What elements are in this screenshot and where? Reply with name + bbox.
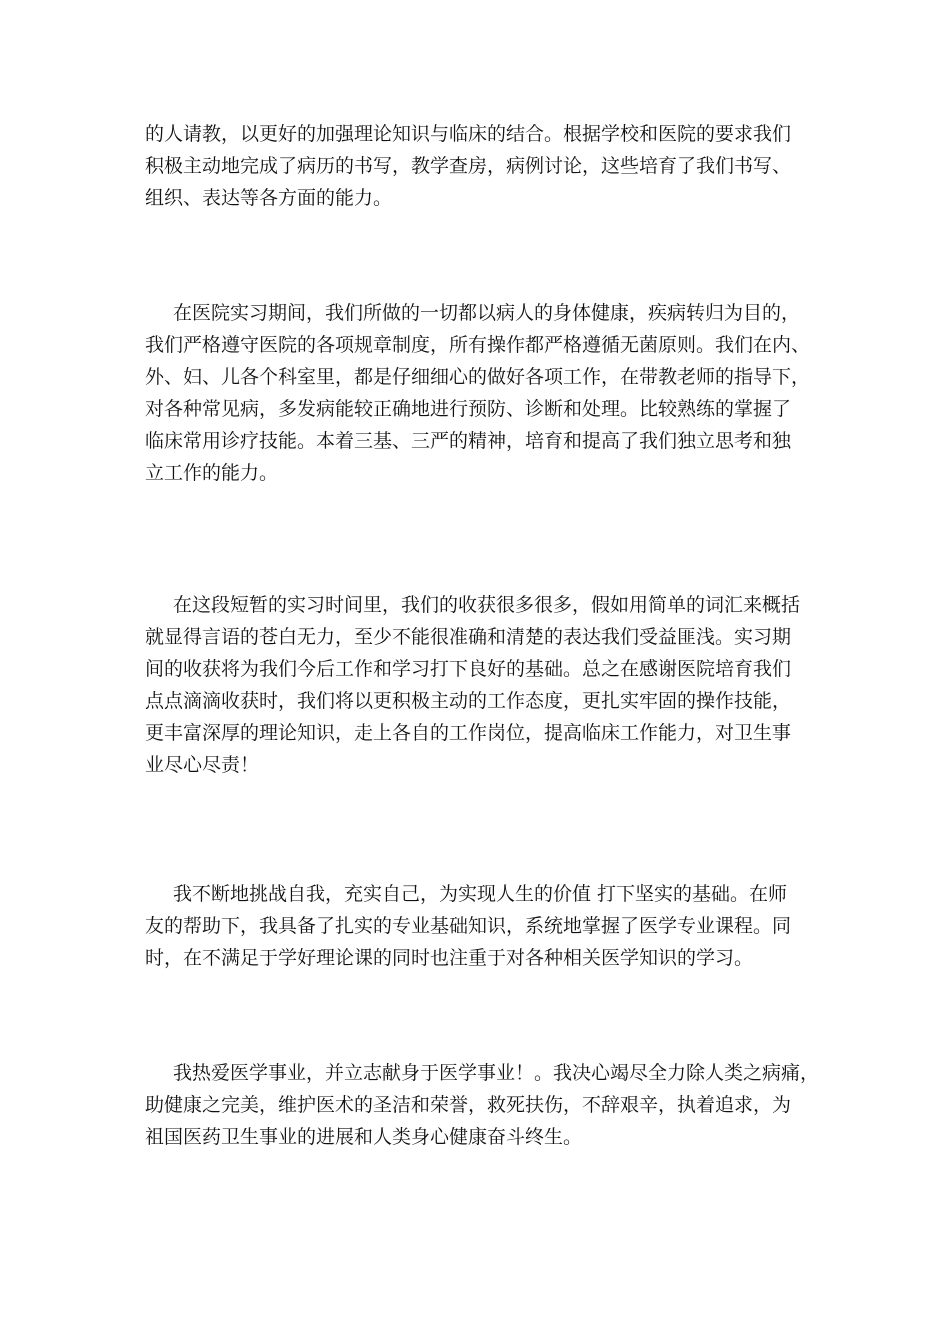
- paragraph-line: 外、妇、儿各个科室里，都是仔细细心的做好各项工作，在带教老师的指导下，: [145, 366, 811, 388]
- paragraph-line: 更丰富深厚的理论知识，走上各自的工作岗位，提高临床工作能力，对卫生事: [145, 722, 792, 744]
- paragraph-line: 我不断地挑战自我，充实自己，为实现人生的价值 打下坚实的基础。在师: [173, 883, 788, 905]
- paragraph-3: [145, 589, 815, 781]
- paragraph-line: 点点滴滴收获时，我们将以更积极主动的工作态度，更扎实牢固的操作技能，: [145, 690, 792, 712]
- paragraph-1: [145, 118, 815, 214]
- paragraph-line: 业尽心尽责！: [145, 754, 260, 776]
- paragraph-line: 组织、表达等各方面的能力。: [145, 187, 393, 209]
- paragraph-2: [145, 297, 815, 489]
- paragraph-line: 间的收获将为我们今后工作和学习打下良好的基础。总之在感谢医院培育我们: [145, 658, 792, 680]
- paragraph-line: 立工作的能力。: [145, 462, 279, 484]
- paragraph-line: 我热爱医学事业，并立志献身于医学事业！。我决心竭尽全力除人类之病痛，: [173, 1062, 820, 1084]
- paragraph-line: 对各种常见病，多发病能较正确地进行预防、诊断和处理。比较熟练的掌握了: [145, 398, 792, 420]
- paragraph-line: 临床常用诊疗技能。本着三基、三严的精神，培育和提高了我们独立思考和独: [145, 430, 792, 452]
- paragraph-line: 我们严格遵守医院的各项规章制度，所有操作都严格遵循无菌原则。我们在内、: [145, 334, 811, 356]
- paragraph-line: 在这段短暂的实习时间里，我们的收获很多很多，假如用简单的词汇来概括: [173, 594, 801, 616]
- paragraph-4: [145, 878, 815, 974]
- paragraph-line: 友的帮助下，我具备了扎实的专业基础知识，系统地掌握了医学专业课程。同: [145, 915, 792, 937]
- paragraph-line: 积极主动地完成了病历的书写，教学查房，病例讨论，这些培育了我们书写、: [145, 155, 792, 177]
- paragraph-line: 在医院实习期间，我们所做的一切都以病人的身体健康，疾病转归为目的，: [173, 302, 801, 324]
- paragraph-5: [145, 1057, 820, 1153]
- paragraph-line: 的人请教，以更好的加强理论知识与临床的结合。根据学校和医院的要求我们: [145, 123, 792, 145]
- paragraph-line: 助健康之完美，维护医术的圣洁和荣誉，救死扶伤，不辞艰辛，执着追求，为: [145, 1094, 792, 1116]
- paragraph-line: 祖国医药卫生事业的进展和人类身心健康奋斗终生。: [145, 1126, 583, 1148]
- paragraph-line: 就显得言语的苍白无力，至少不能很准确和清楚的表达我们受益匪浅。实习期: [145, 626, 792, 648]
- paragraph-line: 时，在不满足于学好理论课的同时也注重于对各种相关医学知识的学习。: [145, 947, 754, 969]
